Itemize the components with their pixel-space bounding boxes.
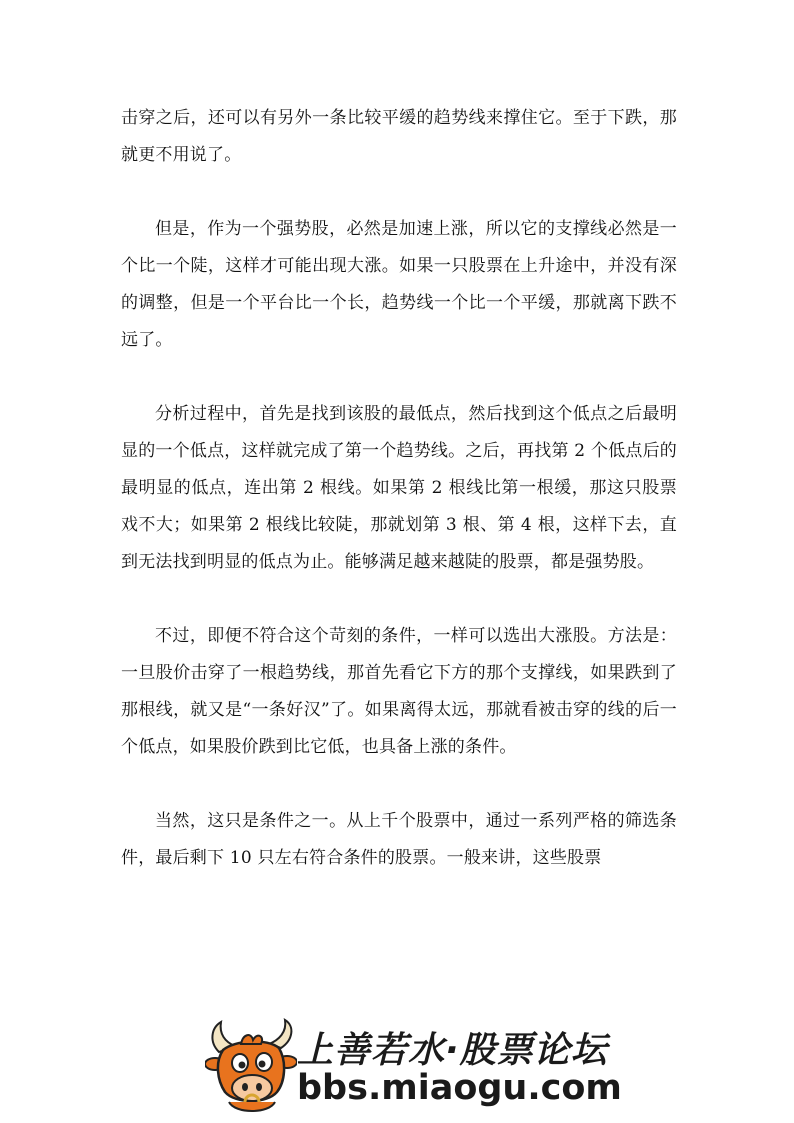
- paragraph-2: 但是，作为一个强势股，必然是加速上涨，所以它的支撑线必然是一个比一个陡，这样才可能出现大涨。如果一只股票在上升途中，并没有深的调整，但是一个平台比一个长，趋势线一个比一个平缓，那就离下跌不远了。: [121, 219, 677, 350]
- forum-logo: [205, 1018, 622, 1118]
- forum-url: bbs.miaogu.com: [297, 1068, 622, 1108]
- bull-mascot-icon: [205, 1018, 297, 1118]
- paragraph-4: 不过，即便不符合这个苛刻的条件，一样可以选出大涨股。方法是：一旦股价击穿了一根趋势线，那首先看它下方的那个支撑线，如果跌到了那根线，就又是“一条好汉”了。如果离得太远，那就看被击穿的线的后一个低点，如果股价跌到比它低，也具备上涨的条件。: [121, 626, 677, 757]
- document-body: [121, 100, 677, 877]
- paragraph-1: 击穿之后，还可以有另外一条比较平缓的趋势线来撑住它。至于下跌，那就更不用说了。: [121, 108, 677, 165]
- paragraph-3: 分析过程中，首先是找到该股的最低点，然后找到这个低点之后最明显的一个低点，这样就完成了第一个趋势线。之后，再找第 2 个低点后的最明显的低点，连出第 2 根线。如果第 2 根线比第一根缓，那这只股票戏不大；如果第 2 根线比较陡，那就划第 3 根、第 4 根，这样下去，直到无法找到明显的低点为止。能够满足越来越陡的股票，都是强势股。: [121, 404, 677, 572]
- paragraph-5: 当然，这只是条件之一。从上千个股票中，通过一系列严格的筛选条件，最后剩下 10 只左右符合条件的股票。一般来讲，这些股票: [121, 811, 677, 868]
- forum-title: 上善若水·股票论坛: [297, 1030, 608, 1071]
